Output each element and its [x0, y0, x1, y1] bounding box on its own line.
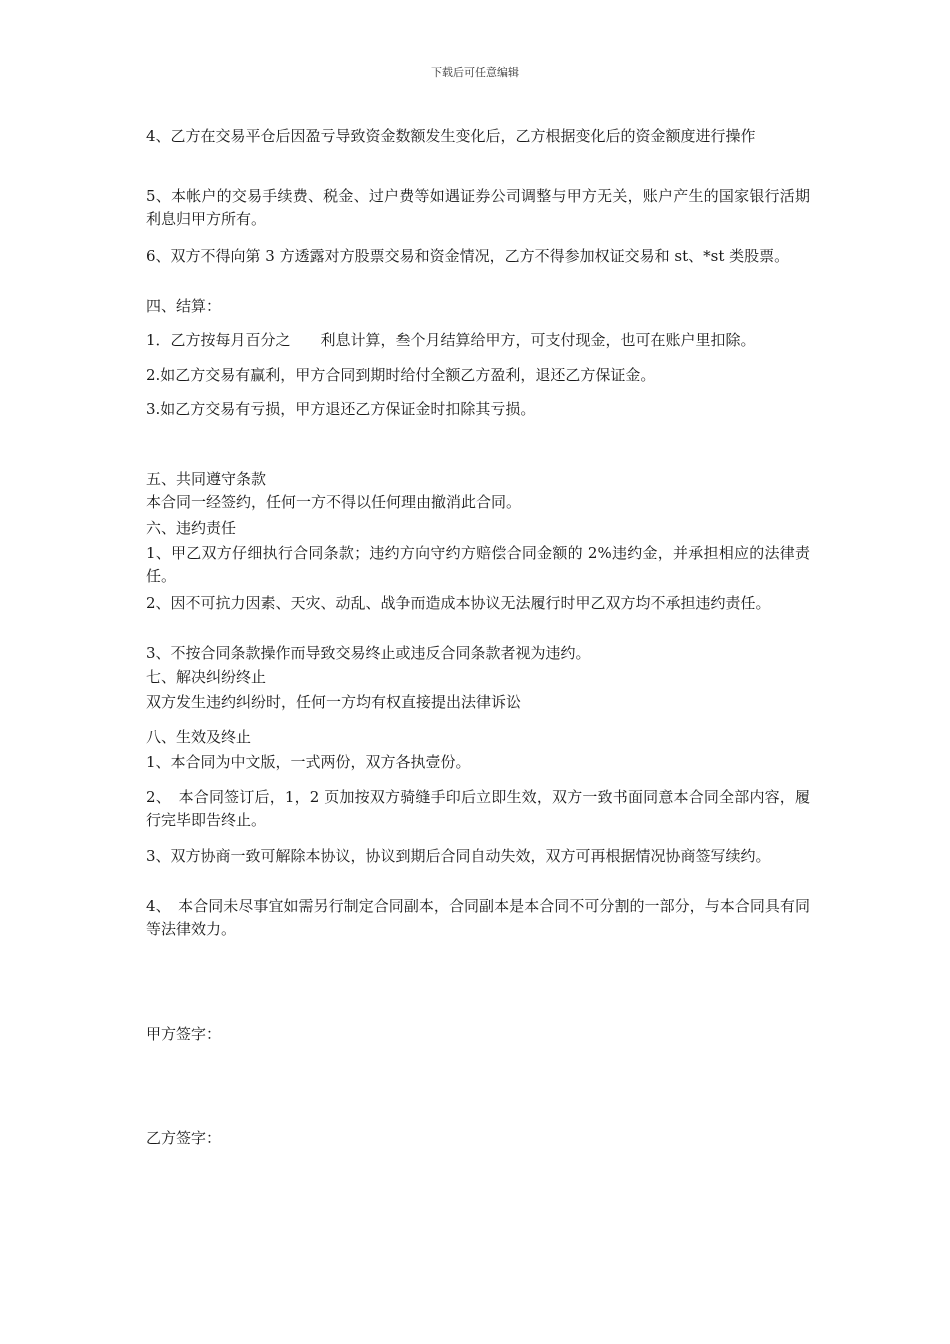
clause-6: 6、双方不得向第 3 方透露对方股票交易和资金情况，乙方不得参加权证交易和 st、*st 类股票。	[146, 247, 790, 265]
party-a-signature-label: 甲方签字：	[146, 1025, 222, 1043]
party-b-signature-label: 乙方签字：	[146, 1129, 222, 1147]
section-4-item-2: 2.如乙方交易有赢利，甲方合同到期时给付全额乙方盈利，退还乙方保证金。	[146, 366, 656, 384]
section-8-item-2: 2、 本合同签订后，1，2 页加按双方骑缝手印后立即生效，双方一致书面同意本合同全部内容，履行完毕即告终止。	[146, 788, 810, 829]
section-4-heading: 四、结算：	[146, 297, 222, 315]
section-8-heading: 八、生效及终止	[146, 728, 252, 746]
section-6-item-2: 2、因不可抗力因素、天灾、动乱、战争而造成本协议无法履行时甲乙双方均不承担违约责任。	[146, 594, 771, 612]
section-5-text: 本合同一经签约，任何一方不得以任何理由撤消此合同。	[146, 493, 522, 511]
section-4-item-3: 3.如乙方交易有亏损，甲方退还乙方保证金时扣除其亏损。	[146, 400, 536, 418]
section-6-item-3: 3、不按合同条款操作而导致交易终止或违反合同条款者视为违约。	[146, 644, 591, 662]
section-5-heading: 五、共同遵守条款	[146, 470, 267, 488]
section-4-item-1: 1．乙方按每月百分之 利息计算，叁个月结算给甲方，可支付现金，也可在账户里扣除。	[146, 331, 756, 349]
clause-4: 4、乙方在交易平仓后因盈亏导致资金数额发生变化后，乙方根据变化后的资金额度进行操作	[146, 127, 756, 145]
section-6-item-1: 1、甲乙双方仔细执行合同条款；违约方向守约方赔偿合同金额的 2%违约金，并承担相应的法律责任。	[146, 544, 810, 585]
section-7-heading: 七、解决纠纷终止	[146, 668, 267, 686]
section-8-item-4: 4、 本合同未尽事宜如需另行制定合同副本，合同副本是本合同不可分割的一部分，与本合同具有同等法律效力。	[146, 897, 810, 938]
section-8-item-3: 3、双方协商一致可解除本协议，协议到期后合同自动失效，双方可再根据情况协商签写续约。	[146, 847, 771, 865]
clause-5: 5、本帐户的交易手续费、税金、过户费等如遇证券公司调整与甲方无关，账户产生的国家银行活期利息归甲方所有。	[146, 187, 810, 228]
header-note: 下载后可任意编辑	[431, 66, 519, 79]
section-8-item-1: 1、本合同为中文版，一式两份，双方各执壹份。	[146, 753, 471, 771]
section-7-text: 双方发生违约纠纷时，任何一方均有权直接提出法律诉讼	[146, 693, 522, 711]
section-6-heading: 六、违约责任	[146, 519, 237, 537]
